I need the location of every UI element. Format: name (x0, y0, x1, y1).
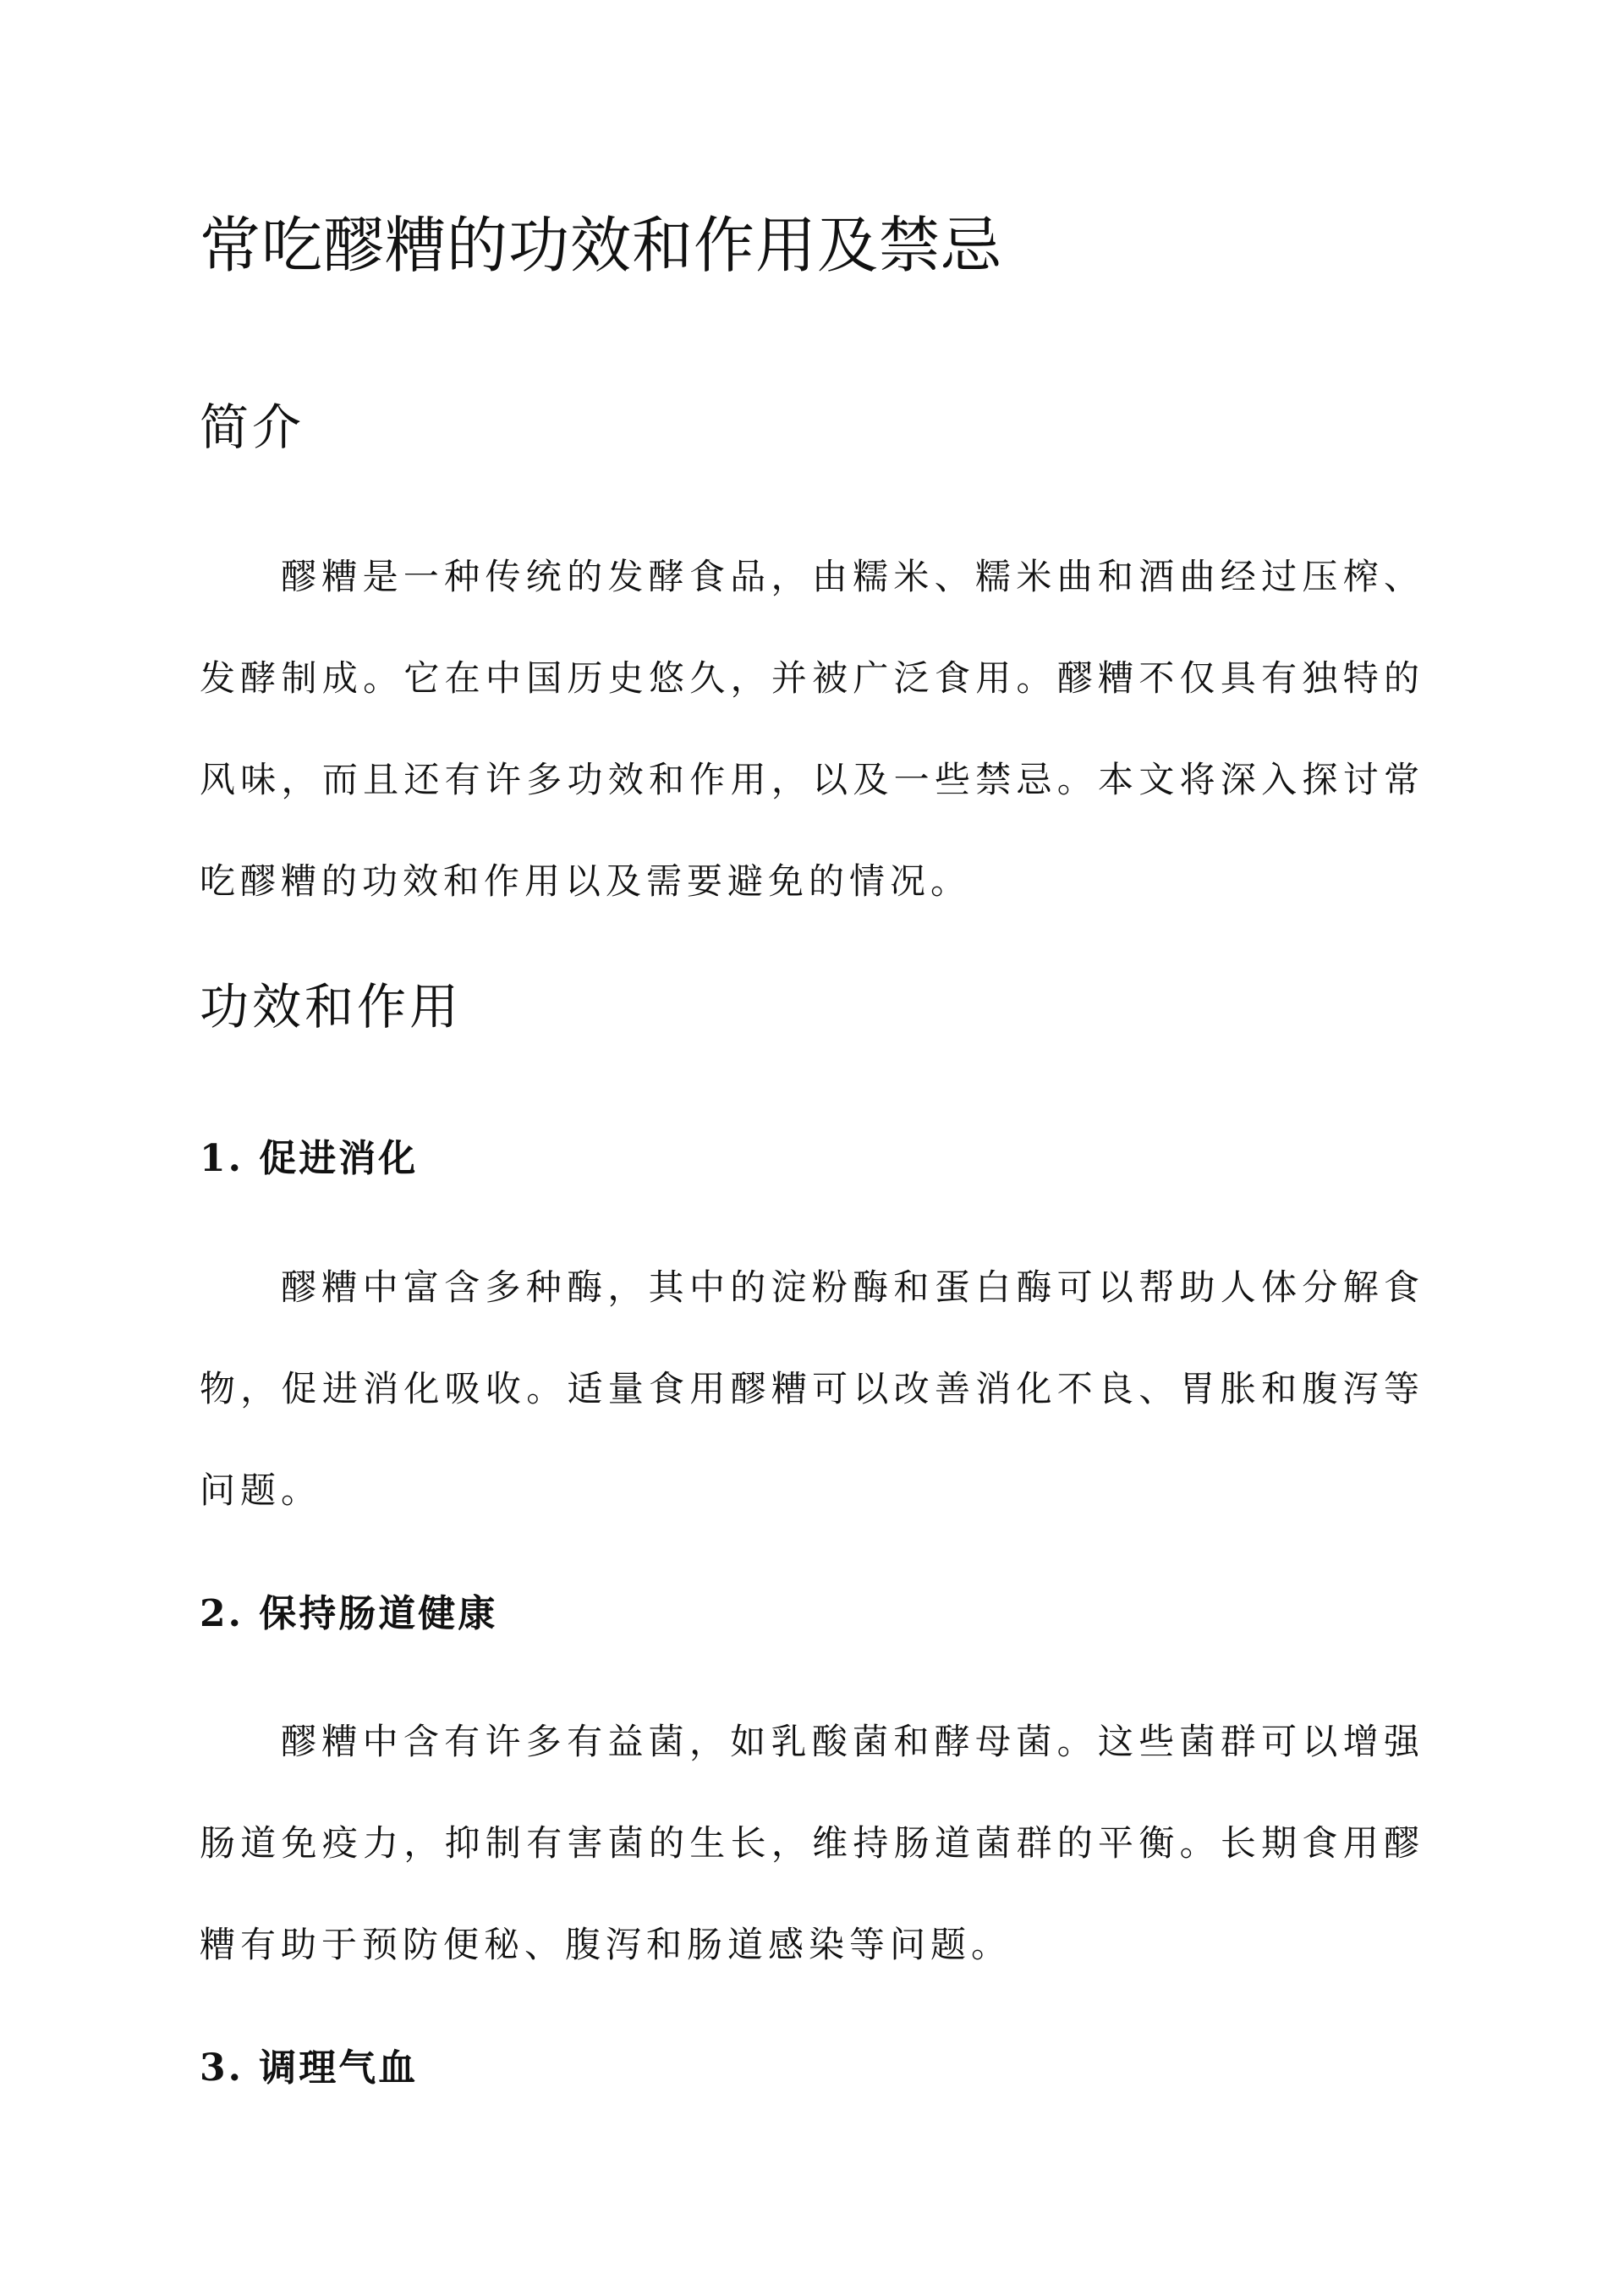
gut-health-paragraph: 醪糟中含有许多有益菌，如乳酸菌和酵母菌。这些菌群可以增强肠道免疫力，抑制有害菌的生长，维持肠道菌群的平衡。长期食用醪糟有助于预防便秘、腹泻和肠道感染等问题。 (200, 1721, 1424, 1965)
subheading-digestion: 1. 促进消化 (200, 1137, 419, 1180)
intro-paragraph: 醪糟是一种传统的发酵食品，由糯米、糯米曲和酒曲经过压榨、发酵制成。它在中国历史悠久，并被广泛食用。醪糟不仅具有独特的风味，而且还有许多功效和作用，以及一些禁忌。本文将深入探讨常吃醪糟的功效和作用以及需要避免的情况。 (200, 556, 1424, 902)
digestion-paragraph: 醪糟中富含多种酶，其中的淀粉酶和蛋白酶可以帮助人体分解食物，促进消化吸收。适量食用醪糟可以改善消化不良、胃胀和腹泻等问题。 (200, 1266, 1424, 1511)
subheading-gut-health: 2. 保持肠道健康 (200, 1592, 498, 1635)
section-heading-intro: 简介 (200, 398, 305, 456)
subheading-qi-blood: 3. 调理气血 (200, 2046, 419, 2090)
document-title: 常吃醪糟的功效和作用及禁忌 (200, 210, 1003, 281)
section-heading-effects: 功效和作用 (200, 978, 463, 1035)
